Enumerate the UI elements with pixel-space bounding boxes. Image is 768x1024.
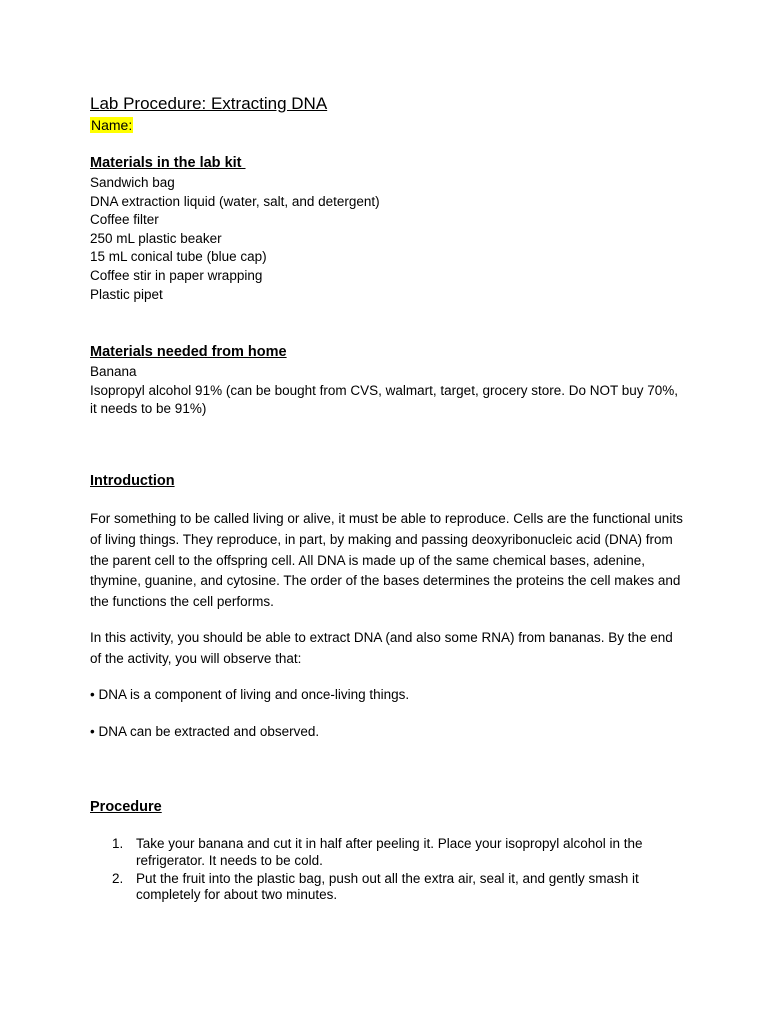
list-item: Plastic pipet — [90, 286, 163, 302]
list-item: Coffee filter — [90, 212, 159, 228]
introduction-heading: Introduction — [90, 473, 175, 489]
name-label-highlighted: Name: — [91, 117, 133, 133]
procedure-steps — [90, 836, 680, 905]
list-item: DNA extraction liquid (water, salt, and detergent) — [90, 193, 380, 209]
kit-materials-list — [90, 174, 380, 304]
document-title: Lab Procedure: Extracting DNA — [90, 94, 328, 113]
bullet-item: • DNA can be extracted and observed. — [90, 724, 320, 739]
step-text: Take your banana and cut it in half after peeling it. Place your isopropyl alcohol in the refrigerator. It needs to be cold. — [136, 836, 643, 868]
step-text: Put the fruit into the plastic bag, push out all the extra air, seal it, and gently smash it completely for about two minutes. — [136, 870, 639, 903]
step-number: 2. — [112, 870, 124, 886]
procedure-step — [90, 836, 680, 870]
list-item: 250 mL plastic beaker — [90, 230, 222, 246]
list-item: Coffee stir in paper wrapping — [90, 267, 263, 283]
list-item: Banana — [90, 364, 137, 379]
list-item: Isopropyl alcohol 91% (can be bought from CVS, walmart, target, grocery store. Do NOT buy 70%, it needs to be 91%) — [90, 382, 679, 417]
intro-paragraph: For something to be called living or alive, it must be able to reproduce. Cells are the functional units of living things. They reproduce, in part, by making and passing deoxyribonucleic acid (DNA) from the parent cell to the offspring cell. All DNA is made up of the same chemical bases, adenine, thymine, guanine, and cytosine. The order of the bases determines the proteins the cell makes and the functions the cell performs. — [90, 511, 683, 610]
list-item: 15 mL conical tube (blue cap) — [90, 249, 267, 265]
home-materials-heading: Materials needed from home — [90, 344, 287, 360]
bullet-item: • DNA is a component of living and once-living things. — [90, 687, 410, 702]
intro-paragraph: In this activity, you should be able to extract DNA (and also some RNA) from bananas. By the end of the activity, you will observe that: — [90, 630, 673, 666]
home-materials-list — [90, 363, 680, 419]
step-number: 1. — [112, 836, 124, 851]
procedure-step — [90, 871, 680, 905]
procedure-heading: Procedure — [90, 799, 162, 815]
list-item: Sandwich bag — [90, 175, 175, 190]
kit-materials-heading: Materials in the lab kit — [90, 155, 246, 171]
